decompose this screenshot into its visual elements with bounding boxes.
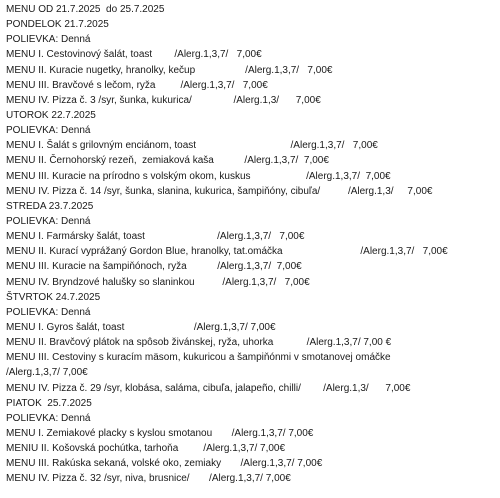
menu-item-wednesday-2: MENU II. Kurací vyprážaný Gordon Blue, hranolky, tat.omáčka /Alerg.1,3,7/ 7,00€ <box>6 246 448 258</box>
soup-line-tuesday: POLIEVKA: Denná <box>6 125 91 137</box>
menu-document <box>6 2 496 487</box>
day-heading-wednesday: STREDA 23.7.2025 <box>6 200 94 212</box>
menu-item-thursday-4: MENU IV. Pizza č. 29 /syr, klobása, saláma, cibuľa, jalapeño, chilli/ /Alerg.1,3/ 7,00€ <box>6 382 411 394</box>
menu-item-thursday-3: MENU III. Cestoviny s kuracím mäsom, kukuricou a šampiňónmi v smotanovej omáčke <box>6 352 391 364</box>
menu-item-monday-3: MENU III. Bravčové s lečom, ryža /Alerg.1,3,7/ 7,00€ <box>6 79 268 91</box>
day-heading-tuesday: UTOROK 22.7.2025 <box>6 109 96 121</box>
menu-title: MENU OD 21.7.2025 do 25.7.2025 <box>6 4 165 15</box>
menu-item-monday-4: MENU IV. Pizza č. 3 /syr, šunka, kukurica/ /Alerg.1,3/ 7,00€ <box>6 94 321 106</box>
day-heading-thursday: ŠTVRTOK 24.7.2025 <box>6 291 101 303</box>
menu-item-tuesday-1: MENU I. Šalát s grilovným enciánom, toast /Alerg.1,3,7/ 7,00€ <box>6 140 378 152</box>
soup-line-friday: POLIEVKA: Denná <box>6 412 91 424</box>
soup-line-thursday: POLIEVKA: Denná <box>6 306 91 318</box>
menu-item-wednesday-4: MENU IV. Bryndzové halušky so slaninkou /Alerg.1,3,7/ 7,00€ <box>6 276 310 288</box>
soup-line-monday: POLIEVKA: Denná <box>6 34 91 46</box>
menu-item-friday-4: MENU IV. Pizza č. 32 /syr, niva, brusnice/ /Alerg.1,3,7/ 7,00€ <box>6 473 291 485</box>
menu-item-tuesday-3: MENU III. Kuracie na prírodno s volským okom, kuskus /Alerg.1,3,7/ 7,00€ <box>6 170 391 182</box>
menu-item-tuesday-4: MENU IV. Pizza č. 14 /syr, šunka, slanina, kukurica, šampiňóny, cibuľa/ /Alerg.1,3/ 7,00€ <box>6 185 433 197</box>
menu-item-friday-3: MENU III. Rakúska sekaná, volské oko, zemiaky /Alerg.1,3,7/ 7,00€ <box>6 458 323 470</box>
menu-item-thursday-2: MENU II. Bravčový plátok na spôsob živánskej, ryža, uhorka /Alerg.1,3,7/ 7,00 € <box>6 337 392 349</box>
soup-line-wednesday: POLIEVKA: Denná <box>6 215 91 227</box>
menu-item-thursday-1: MENU I. Gyros šalát, toast /Alerg.1,3,7/ 7,00€ <box>6 321 276 333</box>
menu-item-friday-1: MENU I. Zemiakové placky s kyslou smotanou /Alerg.1,3,7/ 7,00€ <box>6 427 314 439</box>
menu-item-tuesday-2: MENU II. Černohorský rezeň, zemiaková kaša /Alerg.1,3,7/ 7,00€ <box>6 155 329 167</box>
day-heading-monday: PONDELOK 21.7.2025 <box>6 19 109 31</box>
menu-item-friday-2: MENIU II. Košovská pochútka, tarhoňa /Alerg.1,3,7/ 7,00€ <box>6 443 286 455</box>
menu-item-thursday-3-cont: /Alerg.1,3,7/ 7,00€ <box>6 367 88 379</box>
menu-item-wednesday-1: MENU I. Farmársky šalát, toast /Alerg.1,3,7/ 7,00€ <box>6 231 305 243</box>
day-heading-friday: PIATOK 25.7.2025 <box>6 397 92 409</box>
menu-item-monday-2: MENU II. Kuracie nugetky, hranolky, kečup /Alerg.1,3,7/ 7,00€ <box>6 64 333 76</box>
menu-item-wednesday-3: MENU III. Kuracie na šampiňónoch, ryža /Alerg.1,3,7/ 7,00€ <box>6 261 302 273</box>
menu-item-monday-1: MENU I. Cestovinový šalát, toast /Alerg.1,3,7/ 7,00€ <box>6 49 262 61</box>
